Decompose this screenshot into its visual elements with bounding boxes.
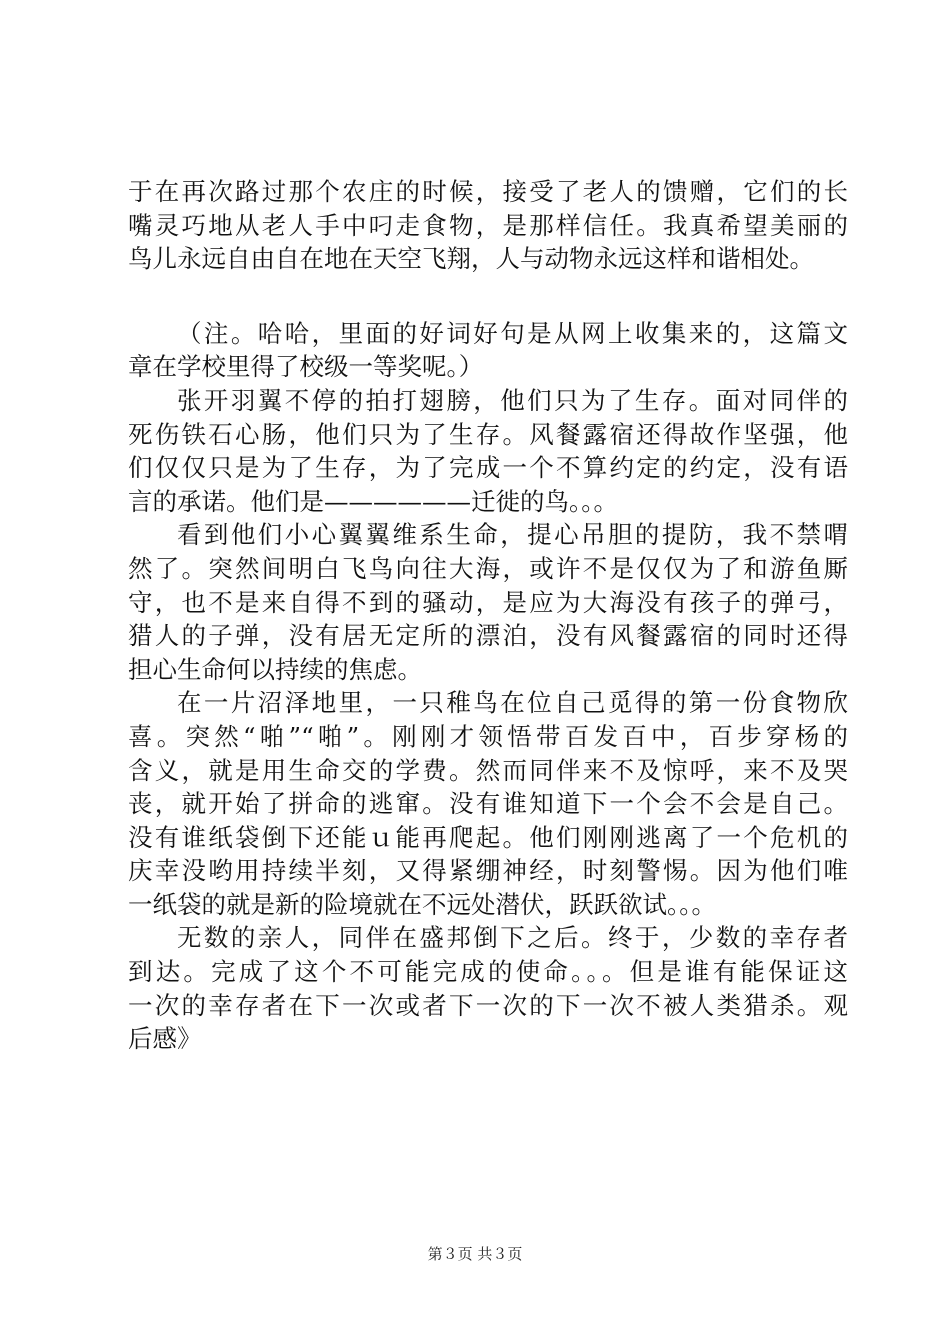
- page-footer: 第３页 共３页: [427, 1245, 523, 1263]
- document-body: [128, 175, 848, 1056]
- text-line: 看到他们小心翼翼维系生命，提心吊胆的提防，我不禁喟: [177, 520, 848, 550]
- text-line: 一纸袋的就是新的险境就在不远处潜伏，跃跃欲试。。。: [128, 889, 716, 919]
- paragraph-p4: [128, 518, 848, 686]
- paragraph-p6: [128, 921, 848, 1055]
- text-line: 庆幸没哟用持续半刻，又得紧绷神经，时刻警惕。因为他们唯: [128, 856, 848, 886]
- paragraph-p2: [128, 317, 848, 384]
- text-line: 含义，就是用生命交的学费。然而同伴来不及惊呼，来不及哭: [128, 755, 848, 785]
- text-line: 们仅仅只是为了生存，为了完成一个不算约定的约定，没有语: [128, 453, 848, 483]
- paragraph-p5: [128, 686, 848, 921]
- paragraph-gap: [128, 276, 848, 317]
- text-line: 嘴灵巧地从老人手中叼走食物，是那样信任。我真希望美丽的: [128, 210, 848, 240]
- text-line: 于在再次路过那个农庄的时候，接受了老人的馈赠，它们的长: [128, 177, 848, 206]
- paragraph-p1: [128, 175, 848, 276]
- text-line: 无数的亲人，同伴在盛邦倒下之后。终于，少数的幸存者: [177, 923, 848, 953]
- text-line: （注。哈哈，里面的好词好句是从网上收集来的，这篇文: [177, 318, 848, 348]
- text-line: 章在学校里得了校级一等奖呢。）: [128, 352, 484, 382]
- text-line: 在一片沼泽地里，一只稚鸟在位自己觅得的第一份食物欣: [177, 688, 848, 718]
- text-line: 到达。完成了这个不可能完成的使命。。。但是谁有能保证这: [128, 957, 848, 987]
- text-line: 喜。突然“啪”“啪”。刚刚才领悟带百发百中，百步穿杨的: [128, 721, 848, 751]
- text-line: 担心生命何以持续的焦虑。: [128, 654, 422, 684]
- text-line: 一次的幸存者在下一次或者下一次的下一次不被人类猎杀。观: [128, 990, 848, 1020]
- text-line: 言的承诺。他们是——————迁徙的鸟。。。: [128, 486, 618, 516]
- text-line: 死伤铁石心肠，他们只为了生存。风餐露宿还得故作坚强，他: [128, 419, 848, 449]
- text-line: 后感》: [128, 1024, 202, 1054]
- text-line: 鸟儿永远自由自在地在天空飞翔，人与动物永远这样和谐相处。: [128, 244, 814, 274]
- text-line: 然了。突然间明白飞鸟向往大海，或许不是仅仅为了和游鱼厮: [128, 553, 848, 583]
- text-line: 守，也不是来自得不到的骚动，是应为大海没有孩子的弹弓，: [128, 587, 848, 617]
- text-line: 猎人的子弹，没有居无定所的漂泊，没有风餐露宿的同时还得: [128, 621, 848, 651]
- text-line: 丧，就开始了拼命的逃窜。没有谁知道下一个会不会是自己。: [128, 789, 848, 819]
- text-line: 张开羽翼不停的拍打翅膀，他们只为了生存。面对同伴的: [177, 385, 848, 415]
- text-line: 没有谁纸袋倒下还能ｕ能再爬起。他们刚刚逃离了一个危机的: [128, 822, 848, 852]
- paragraph-p3: [128, 384, 848, 518]
